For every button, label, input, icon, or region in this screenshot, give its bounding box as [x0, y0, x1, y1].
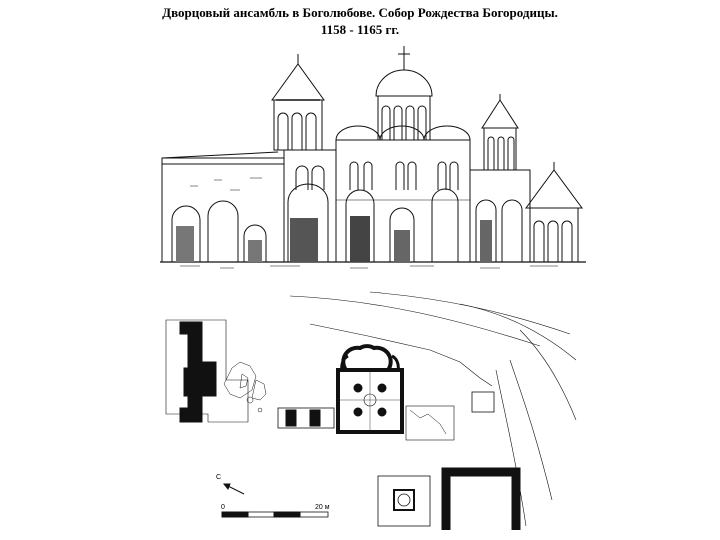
- right-wing: [470, 94, 530, 262]
- plan-drawing: [160, 290, 580, 530]
- elevation-drawing: [150, 40, 590, 272]
- plan-inset-frame: [378, 476, 430, 526]
- plan-palace-wall: [180, 322, 216, 422]
- plan-gate-wall: [442, 468, 520, 530]
- plan-terrain: [290, 292, 576, 526]
- north-arrow-icon: [224, 484, 244, 494]
- title-line-2: 1158 - 1165 гг.: [320, 22, 400, 37]
- scale-start-label: 0: [221, 504, 225, 511]
- left-tower: [272, 54, 324, 150]
- title-line-1: Дворцовый ансамбль в Боголюбове. Собор Рождества Богородицы.: [162, 5, 558, 20]
- north-label: С: [216, 474, 222, 481]
- scale-bar: [222, 512, 328, 517]
- palace-gallery: [162, 152, 284, 262]
- scale-end-label: 20 м: [315, 504, 330, 511]
- stair-tower: [284, 150, 336, 262]
- title-block: [0, 4, 720, 38]
- chapel: [526, 162, 582, 262]
- plan-ruins: [224, 362, 266, 412]
- plan-cathedral: [338, 346, 402, 432]
- cathedral: [336, 46, 470, 262]
